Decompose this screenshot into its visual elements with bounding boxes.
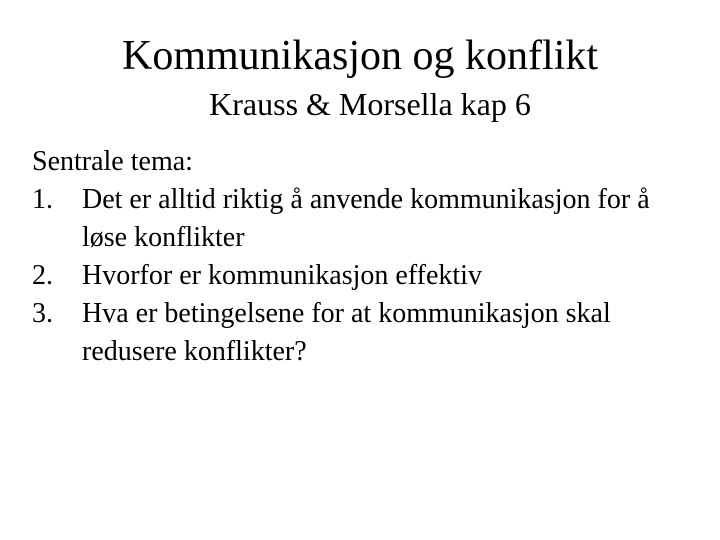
slide-subtitle [0,82,720,126]
intro-text: Sentrale tema: [32,146,193,177]
list-item-text: Hva er betingelsene for at kommunikasjon skal redusere konflikter? [82,298,611,367]
list-item [32,295,692,371]
slide-title: Kommunikasjon og konflikt [122,33,598,79]
subtitle-text: Krauss & Morsella kap 6 [209,86,531,122]
list-item-number: 1. [32,184,53,215]
list-item-text: Det er alltid riktig å anvende kommunikasjon for å løse konflikter [82,184,650,253]
list-item-number: 2. [32,260,53,291]
list-item-number: 3. [32,298,53,329]
list-item [32,257,692,295]
list-item [32,181,692,257]
list-item-text: Hvorfor er kommunikasjon effektiv [82,260,482,291]
slide-body [32,143,692,371]
